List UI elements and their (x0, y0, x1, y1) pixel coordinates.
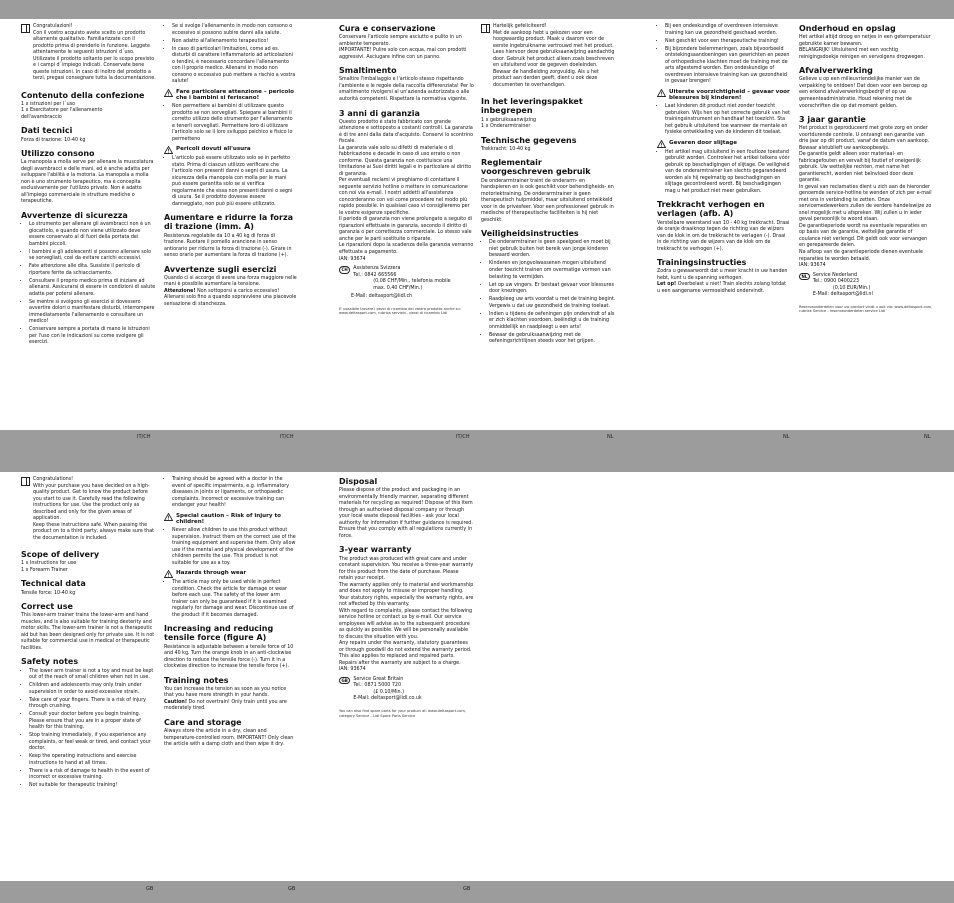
list-item: • The article may only be used while in perfect condition. Check the article for damage or wear before each use. The safety of the lower arm trainer can only be guaranteed if it is examined regularly for damage and wear. Discontinue use of the product if it becomes damaged. (172, 580, 297, 619)
list-item: • Indien u tijdens de oefeningen pijn ondervindt of als er zich klachten voordoen, beëindigt u de training onmiddellijk en raadpleegt u een arts! (489, 312, 616, 332)
section-text: Tensile force: 10-40 kg (21, 590, 76, 596)
section-heading: Contenuto della confezione (21, 90, 145, 100)
bullet-list (657, 150, 790, 196)
section-heading: Technical data (21, 579, 86, 589)
spare-parts-note: E' possibile trovare i pezzi di ricambio del vostro prodotto anche su: www.deltasport.com, rubrica servizio - pezzi di ricambio Lidl (339, 306, 462, 316)
instruction-book-icon (481, 24, 490, 33)
section-heading: Trekkracht verhogen en verlagen (afb. A) (657, 200, 765, 219)
section-heading: Avvertenze di sicurezza (21, 210, 128, 220)
service-block (339, 677, 474, 703)
footer-label: NL (607, 434, 614, 440)
notes-caution: Attenzione! (164, 288, 196, 294)
intro-text: Congratulazioni! Con il vostro acquisto avete scelto un prodotto altamente qualitativo. Familiarizzate con il prodotto prima di prenderlo in funzione. Leggete attentamente le seguenti istruzioni d´uso. Utilizzate il prodotto soltanto per lo scopo previsto e i campi d´impiego indicati. Conservate bene queste istruzioni. In caso di inoltro del prodotto a terzi, pregasi consegnare tutta la documentazione. (33, 24, 156, 82)
notes-text: Overbelast u niet! Train slechts zolang totdat u een aangename vermoeidheid ondervindt. (657, 282, 786, 294)
section-heading: 3 jaar garantie (799, 115, 866, 125)
service-phone: Tel.: 0900 0400223 (812, 279, 860, 285)
section-heading: Avvertenze sugli esercizi (164, 264, 277, 274)
section-text (164, 276, 297, 309)
service-rate: (0,08 CHF/Min., telefonia mobile (373, 279, 451, 285)
intro-text: Hartelijk gefeliciteerd! Met de aankoop hebt u gekozen voor een hoogwaardig product. Maak u daarom voor de eerste ingebruikname vertrouwd met het product. Lees hiervoor deze gebruiksaanwijzing aandachtig door. Gebruik het product alleen zoals beschreven en uitsluitend voor de gegeven doeleinden. Bewaar de handleiding zorgvuldig. Als u het product aan derden geeft, dient u ook deze documenten te overhandigen. (493, 24, 615, 88)
nl-column-1 (481, 24, 616, 349)
section-text: 1 x istruzioni per l´uso 1 x Esercitatore per l'allenamento dell'avambraccio (21, 101, 103, 120)
bottom-sheet (0, 477, 954, 879)
nl-column-2 (657, 24, 790, 298)
section-text: Resistance is adjustable between a tensile force of 10 and 40 kg. Turn the orange knob in an anti-clockwise direction to reduce the tensile force (-). Turn it in a clockwise direction to increase the tensile force (+). (164, 644, 294, 670)
section-heading: Safety notes (21, 657, 79, 667)
warning-title: Hazards through wear (176, 570, 247, 577)
service-block (799, 273, 934, 299)
section-text: Questo prodotto è stato fabbricato con grande attenzione e sottoposto a costanti controlli. La garanzia è di tre anni dalla data d'acquisto. Conservi lo scontrino fiscale. La garanzia vale solo su difetti di materiale o di fabbricazione e decade in caso di uso errato o non conforme. Questa garanzia non costituisce una limitazione ai Suoi diritti legali e in particolare al diritto di garanzia. Per eventuali reclami vi preghiamo di contattare il seguente servizio hotline o metterv in comunicazione con noi via e-mail. I nostri addetti all'assistenza concorderanno con voi come procedere nel modo più rapido possibile. In qualsiasi caso vi consiglieremo per le vostre esigenze specifiche. Il periodo di garanzia non viene prolungato a seguito di riparazioni effettuate in garanzia, secondo il diritto di garanzia o per correttezza commerciale. Lo stesso vale anche per le parti sostituite o riparate. Le riparazioni dopo la scadenza della garanzia verranno effettuate a pagamento. IAN: 93674 (339, 119, 474, 262)
section-text: Forza di trazione: 10-40 kg (21, 137, 86, 143)
country-flag-icon: CH (339, 266, 350, 274)
notes-text: Quando ci si accorge di avere una forza maggiore nelle mani è possibile aumentare la tensione. (164, 275, 297, 288)
section-text: Conservare l'articolo sempre asciutto e pulito in un ambiente temperato. IMPORTANTE! Pulire solo con acqua, mai con prodotti aggressivi. Asciugare infine con un panno. (339, 35, 467, 60)
service-phone: Tel.: 0842 665566 (353, 272, 397, 278)
list-item: • Se mentre si svolgono gli esercizi si dovessero avvertire dolori o manifestare disturbi, interrompere immediatamente l'allenamento e consultare un medico! (29, 300, 156, 326)
notes-text: Do not overtrain! Only train until you are moderately tired. (164, 699, 287, 712)
list-item: • In caso di particolari limitazioni, come ad es. disturbi di carattere infiammatorio ad articolazioni o tendini, è necessario concordare l'allenamento con il proprio medico. Allenarsi in modo non consono o eccessivo può mettere a rischio a vostra salute! (172, 47, 297, 86)
list-item: • Consult your doctor before you begin training. Please ensure that you are in a proper state of health for this training. (29, 712, 156, 732)
service-phone: Tel.: 0871 5000 720 (353, 683, 402, 689)
it-column-2 (164, 24, 297, 311)
notes-text: Zodra u gewaarwordt dat u meer kracht in uw handen hebt, kunt u de spanning verhogen. (657, 269, 788, 281)
footer-label: NL (924, 434, 931, 440)
section-heading: Utilizzo consono (21, 149, 95, 159)
footer-label: GB (463, 886, 471, 892)
bullet-list (164, 477, 297, 510)
section-text: Verstelbare weerstand van 10 - 40 kg trekkracht. Draai de oranje draaiknop tegen de richting van de wijzers van de klok in om de trekkracht te verlagen (-). Draai in de richting van de wijzers van de klok om de trekkracht te verhogen (+). (657, 220, 790, 252)
warning-heading (164, 146, 297, 154)
warning-triangle-icon (164, 146, 173, 154)
list-item: • Children and adolescents may only train under supervision in order to avoid excessive strain. (29, 683, 156, 696)
intro-text: Congratulations! With your purchase you have decided on a high-quality product. Get to know the product before you start to use it. Carefully read the following instructions for use. Use the product only as described and only for the given areas of application. Keep these instructions safe. When passing the product on to a third party, always make sure that the documentation is included. (33, 477, 155, 541)
notes-text: Non sottoporsi a carico eccessivo! Allenarsi solo fino a quando sopravviene una piacevole sensazione di stanchezza. (164, 288, 297, 307)
section-text: Trekkracht: 10-40 kg (481, 146, 531, 152)
list-item: • Kinderen en jongvolwassenen mogen uitsluitend onder toezicht trainen om overmatige vormen van belasting te vermijden. (489, 261, 616, 281)
service-email: E-Mail: deltasport@lidl.nl (812, 292, 873, 298)
warning-triangle-icon (657, 89, 666, 97)
bullet-list (657, 24, 790, 86)
safety-list (21, 222, 156, 347)
list-item: • The lower arm trainer is not a toy and must be kept out of the reach of small children when not in use. (29, 669, 156, 682)
warning-title: Fare particolare attenzione – pericolo che i bambini si feriscano! (176, 88, 295, 102)
gb-column-3 (339, 477, 474, 719)
warning-triangle-icon (164, 570, 173, 578)
bullet-list (164, 528, 297, 567)
list-item: • Non permettere ai bambini di utilizzare questo prodotto se non sorvegliati. Spiegare ai bambini il corretto utilizzo dello strumento per l'allenamento e tenerli sorvegliati. Permettere loro di utilizzare l'articolo solo se il loro sviluppo psichico e fisico lo permetteno (172, 104, 297, 143)
service-name: Assistenza Svizzera (353, 266, 401, 272)
footer-label: GB (288, 886, 296, 892)
notes-caution: Caution! (164, 699, 188, 705)
bullet-list (164, 24, 297, 86)
section-heading: Scope of delivery (21, 550, 100, 560)
section-text (164, 687, 297, 713)
section-text: The product was produced with great care and under constant supervision. You receive a three-year warranty for this product from the date of purchase. Please retain your receipt. The warranty applies only to material and workmanship and does not apply to misuse or improper handling. Your statutory rights, especially the warranty rights, are not affected by this warranty. With regard to complaints, please contact the following service hotline or contact us by e-mail. Our service employees will advise as to the subsequent procedure as quickly as possible. We will be personally available to discuss the situation with you. Any repairs under the warranty, statutory guarantees or through goodwill do not extend the warranty period. This also applies to replaced and repaired parts. Repairs after the warranty are subject to a charge. IAN: 93674 (339, 556, 474, 673)
it-column-1 (21, 24, 156, 350)
gb-column-2 (164, 477, 297, 752)
list-item: • Laat kinderen dit product niet zonder toezicht gebruiken. Wijs hen op het correcte gebruik van het trainingsinstrument en handhaaf het toezicht. Sta het gebruik uitsluitend toe wanneer de mentale en fysieke ontwikkeling van de kinderen dit toelaat. (665, 104, 790, 137)
section-text: 1 x gebruiksaanwijzing 1 x Onderarmtrainer (481, 117, 537, 130)
section-heading: Technische gegevens (481, 135, 577, 145)
list-item: • Fate attenzione alle dita. Sussiste il pericolo di riportare ferite da schiacciamento. (29, 264, 156, 277)
warning-triangle-icon (164, 513, 173, 521)
spare-parts-note: Reserveonderdelen voor uw product vindt u ook via: www.deltasport.com, rubriek Service - reserveonderdelen service Lidl (799, 304, 933, 314)
warning-heading (164, 89, 297, 102)
section-text: Smaltire l'imballaggio e l'articolo stesso rispettando l'ambiente e le regole della raccolta differenziata! Per lo smaltimento rivolgersi al un'azienda autorizzata o alle autorità competenti. Rispettare la normativa vigente. (339, 77, 474, 102)
bullet-list (164, 156, 297, 208)
section-text: Het artikel altijd droog en netjes in een getemperatuur gebruikte kamer bewaren. BELANGRIJK! Uitsluitend met een vochtig reinigingsdoekje reinigen en vervolgens drogwegen. (799, 35, 931, 60)
footer-label: IT/CH (280, 434, 294, 440)
warning-heading (164, 513, 297, 526)
list-item: • Keep the operating instructions and exercise instructions to hand at all times. (29, 754, 156, 767)
footer-label: IT/CH (137, 434, 151, 440)
section-text: 1 x Instructions for use 1 x Forearm Trainer (21, 561, 77, 573)
section-text (657, 269, 790, 295)
list-item: • Consultare il proprio medico prima di iniziare ad allenarsi. Assicurarsi di essere in condizioni di salute adatte per potersi allenare. (29, 279, 156, 299)
list-item: • I bambini e gli adolescenti si possono allenare solo se sorvegliati, così da evitare carichi eccessivi. (29, 250, 156, 263)
top-header-band (0, 0, 954, 19)
footer-label: GB (146, 886, 154, 892)
section-heading: In het leveringspakket inbegrepen (481, 97, 583, 116)
bullet-list (164, 580, 297, 619)
list-item: • Conservare sempre a portata di mano le istruzioni per l'uso con le indicazioni su come svolgere gli esercizi. (29, 327, 156, 347)
section-heading: Reglementair voorgeschreven gebruik (481, 158, 591, 177)
nl-column-3 (799, 24, 934, 314)
warning-heading (657, 89, 790, 102)
list-item: • Bij een ondeskundige of overdreven intensieve training kan uw gezondheid geschaad worden. (665, 24, 790, 37)
warning-heading (657, 140, 790, 148)
list-item: • Niet geschikt voor een therapeutische training! (665, 39, 790, 46)
gb-column-1 (21, 477, 156, 793)
section-text: La manopola a molla serve per allenare la muscolatura degli avambracci e delle mani, ed è anche adatta per sviluppare l'abilità e la motoria. La manopola a molla non è uno strumento terapeutico, ma è concepita esclusivamente per l'utilizzo privato. Non è adatto all'impiego commerciale in strutture mediche o terapeutiche. (21, 160, 154, 205)
section-heading: Training notes (164, 675, 229, 685)
notes-caution: Let op! (657, 282, 677, 288)
list-item: • Se si svolge l'allenamento in modo non consono o eccessivo si possono subire danni alla salute. (172, 24, 297, 37)
section-text: Always store the article in a dry, clean and temperature-controlled room. IMPORTANT! Only clean the article with a damp cloth and then wipe it dry. (164, 729, 294, 748)
warning-heading (164, 570, 297, 578)
footer-label: IT/CH (456, 434, 470, 440)
section-heading: 3-year warranty (339, 545, 412, 555)
warning-title: Pericoli dovuti all'usura (176, 146, 251, 153)
list-item: • Bewaar de gebruiksaanwijzing met de oefeningsrichtlijnen steeds voor het grijpen. (489, 333, 616, 346)
notes-text: You can increase the tension as soon as you notice that you have more strength in your hands. (164, 686, 287, 699)
list-item: • Let op uw vingers. Er bestaat gevaar voor blessures door knezingen. (489, 283, 616, 296)
list-item: • L'articolo può essere utilizzato solo se in perfetto stato. Prima di ciascun utilizzo verificare che l'articolo non presenti danni o segni di usura. La sicurezza della manopola con molla per le mani può essere garantita solo se si verifica regolarmente che essa non presenti danni o segni di usura. Se il prodotto dovesse essere danneggiato, non può più essere utilizzato. (172, 156, 297, 208)
list-item: • Lo strumento per allenare gli avambracci non è un giocattolo, e quando non viene utilizzato deve essere conservato al di fuori della portata dei bambini piccoli. (29, 222, 156, 248)
section-heading: Dati tecnici (21, 126, 73, 136)
footer-label: NL (783, 434, 790, 440)
section-text: Gelieve u op een milieuvriendelijke manier van de verpakking te ontdoen! Dat doen voor een beroep op een erkend afvalverwerkingsbedrijf of op uw gemeenteadministratie. Houd rekening met de voorschriften die op dat moment gelden. (799, 77, 928, 109)
warning-triangle-icon (657, 140, 666, 148)
service-rate: (0,10 EUR/Min.) (832, 285, 871, 291)
section-heading: Afvalverwerking (799, 66, 873, 76)
service-rate: max. 0,40 CHF/Min.) (373, 285, 423, 291)
instruction-book-icon (21, 24, 30, 33)
section-heading: Cura e conservazione (339, 24, 436, 33)
it-column-3 (339, 24, 474, 316)
section-heading: Disposal (339, 477, 378, 486)
list-item: • Stop training immediately, if you experience any complaints, or feel weak or tired, and contact your doctor. (29, 733, 156, 753)
list-item: • There is a risk of damage to health in the event of incorrect or excessive training. (29, 769, 156, 782)
warning-triangle-icon (164, 89, 173, 97)
section-text: De onderarmtrainer traint de onderarm- en handspieren en is ook geschikt voor behendigheids- en motoriektraining. De onderarmtrainer is geen therapeutisch hulpmiddel, maar uitsluitend ontwikkeld voor in de privésfeer. Voor een professioneel gebruik in medische of therapeutische faciliteiten is hij niet geschikt. (481, 178, 614, 223)
section-heading: Aumentare e ridurre la forza di trazione (imm. A) (164, 213, 294, 232)
country-flag-icon: GB (339, 677, 350, 685)
safety-list (21, 669, 156, 790)
service-rate: (£ 0.10/Min.) (373, 689, 404, 695)
service-name: Service Great Britain (353, 676, 404, 682)
section-heading: 3 anni di garanzia (339, 108, 420, 118)
bottom-footer-band (0, 881, 954, 903)
list-item: • Never allow children to use this product without supervision. Instruct them on the correct use of the training equipment and supervise them. Only allow use if the mental and physical development of the children permits the use. This product is not suitable for use as a toy. (172, 528, 297, 567)
list-item: • Training should be agreed with a doctor in the event of specific impairments, e.g. inflammatory diseases in joints or ligaments, or orthopaedic complaints. Incorrect or excessive training can endanger your health! (172, 477, 297, 510)
list-item: • Raadpleeg uw arts voordat u met de training begint. Vergewis u dat uw gezondheid de training toelaat. (489, 297, 616, 310)
section-text: Het product is geproduceerd met grote zorg en onder voortdurende controle. U ontvangt een garantie van drie jaar op dit product, vanaf de datum van aankoop. Bewaar alstublieft uw aankoopbewijs. De garantie geldt alleen voor materiaal- en fabricagefouten en vervalt bij foutief of oneigenlijk gebruik. Uw wettelijke rechten, met name het garantierecht, worden niet beïnvloed door deze garantie. In geval van reclamaties dient u zich aan de hieronder genoemde service-hotline te wenden of zich per e-mail met ons in verbinding te zetten. Onze servicemedewerkers zullen de verdere handelswijze zo snel mogelijk met u afspreken. Wij zullen u in ieder geval persoonlijk te woord staan. De garantieperiode wordt na eventuele reparaties en op basis van de garantie, wettelijke garantie of coulance niet verlengd. Dit geldt ook voor vervangen en gerepareerde delen. Na afloop van de garantieperiode dienen eventuele reparaties te worden betaald. IAN: 93674 (799, 126, 932, 269)
section-heading: Onderhoud en opslag (799, 24, 896, 33)
section-text: Please dispose of the product and packaging in an environmentally friendly manner, separating different materials for recycling as required! Dispose of this item through an authorised disposal company or through your local waste disposal facilities - ask your local authority for information if further guidance is required. Ensure that you comply with all regulations currently in force. (339, 488, 473, 539)
warning-title: Uiterste voorzichtigheid – gevaar voor blessures bij kinderen! (669, 88, 790, 102)
instruction-book-icon (21, 477, 30, 486)
section-heading: Care and storage (164, 717, 242, 727)
service-name: Service Nederland (812, 272, 858, 278)
service-email: E-Mail: deltasport@lidl.co.uk (353, 696, 422, 702)
list-item: • Not suitable for therapeutic training! (29, 783, 156, 790)
list-item: • Het artikel mag uitsluitend in een foutloze toestand gebruikt worden. Controleer het artikel telkens vóór gebruik op beschadigingen of slijtage. De veiligheid van de onderarmtrainer kan slechts gegarandeerd worden als hij regelmatig op beschadigingen en slijtage gecontroleerd wordt. Bij beschadigingen mag u het product niet meer gebruiken. (665, 150, 790, 196)
section-heading: Trainingsinstructies (657, 258, 747, 268)
spare-parts-note: You can also find spare parts for your product at: www.deltasport.com, category Service - Lidl Spare Parts Service (339, 708, 466, 718)
bottom-header-band (0, 445, 954, 472)
list-item: • De onderarmtrainer is geen speelgoed en moet bij niet gebruik buiten het bereik van jonge kinderen bewaard worden. (489, 240, 616, 260)
list-item: • Take care of your fingers. There is a risk of injury through crushing. (29, 698, 156, 711)
safety-list (481, 240, 616, 345)
list-item: • Bij bijzondere belemmeringen, zoals bijvoorbeeld ontstekingsaandoeningen van gewrichten en pezen of orthopedische klachten moet de training met de arts afgestemd worden. Een ondeskundige of overdreven intensieve training kan uw gezondheid in gevaar brengen! (665, 47, 790, 86)
section-heading: Correct use (21, 602, 73, 612)
section-heading: Veiligheidsinstructies (481, 229, 579, 239)
section-text: Resistenza regolabile da 10 a 40 kg di forza di trazione. Ruotare il pomello arancione in senso antiorario per ridurre la forza di trazione (-). Girare in senso orario per aumentare la forza di trazione (+). (164, 233, 292, 259)
bullet-list (164, 104, 297, 143)
list-item: • Non adatto all'allenamento terapeutico! (172, 39, 297, 46)
service-block (339, 266, 474, 292)
warning-title: Gevaren door slijtage (669, 139, 738, 146)
section-heading: Smaltimento (339, 66, 397, 76)
section-text: This lower-arm trainer trains the lower-arm and hand muscles, and is also suitable for training dexterity and motor skills. The lower-arm trainer is not a therapeutic aid but has been designed only for private use. It is not suitable for commercial use in medical or therapeutic facilities. (21, 613, 155, 651)
top-sheet (0, 24, 954, 428)
bullet-list (657, 104, 790, 137)
service-email: E-Mail: deltasport@lidl.ch (351, 294, 413, 300)
country-flag-icon: NL (799, 273, 810, 281)
warning-title: Special caution – Risk of injury to children! (176, 512, 281, 526)
section-heading: Increasing and reducing tensile force (figure A) (164, 624, 274, 643)
